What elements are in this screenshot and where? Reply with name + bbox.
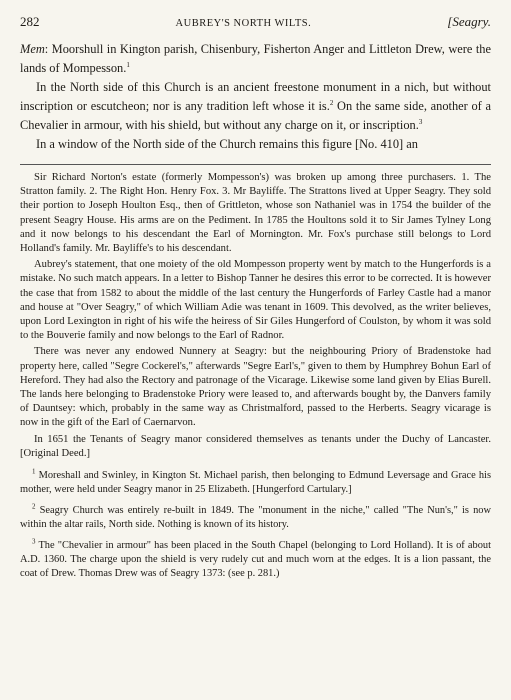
footnote-mark: 1	[32, 467, 36, 476]
footnote-ref: 2	[329, 98, 334, 107]
paragraph-text: In the North side of this Church is an ancient freestone monument in a nich, but without inscription or escutcheon; nor is any tradition left whose it is.	[20, 80, 491, 113]
main-text	[20, 40, 491, 154]
note-paragraph: Aubrey's statement, that one moiety of the old Mompesson property went by match to the Hungerfords is a mistake. No such match appears. In a letter to Bishop Tanner he desires this error to be corrected. It is however the case that from 1582 to about the middle of the last century the Hungerfords of Farley Castle had a manor and house at "Over Seagry," of which William Adie was tenant in 1609. This devolved, as the writer believes, upon Lord Lexington in right of his wife the heiress of Sir Giles Hungerford of Coulston, by whom it was sold to the Bouverie family and now belongs to the Earl of Radnor.	[20, 259, 491, 342]
running-title: AUBREY'S NORTH WILTS.	[175, 18, 312, 29]
footnote-text: Seagry Church was entirely re-built in 1849. The "monument in the niche," called "The Nun's," is now within the altar rails, North side. Nothing is known of its history.	[20, 505, 491, 531]
section-divider	[20, 164, 491, 165]
paragraph-text: : Moorshull in Kington parish, Chisenbury, Fisherton Anger and Littleton Drew, were the lands of Mompesson.	[20, 42, 491, 75]
footnote-mark: 3	[32, 537, 36, 546]
footnote	[20, 504, 491, 532]
note-paragraph: There was never any endowed Nunnery at Seagry: but the neighbouring Priory of Bradenstoke had property here, called "Segre Cockerel's," afterwards "Segre Earl's," given to them by Humphrey Bohun Earl of Hereford. They had also the Rectory and patronage of the Vicarage. Likewise some land given by Elias Burell. The lands here belonging to Bradenstoke Priory were leased to, and afterwards bought by, the Danvers family of Dauntsey: which, probably in the same way as Christmalford, passed to the Herberts. Seagry vicarage is now in the gift of the Earl of Caernarvon.	[20, 346, 491, 429]
section-name: [Seagry.	[447, 14, 491, 29]
footnote-text: Moreshall and Swinley, in Kington St. Michael parish, then belonging to Edmund Leversage and Grace his mother, were held under Seagry manor in 25 Elizabeth. [Hungerford Cartulary.]	[20, 470, 491, 496]
footnotes	[20, 469, 491, 581]
footnote-text: The "Chevalier in armour" has been placed in the South Chapel (belonging to Lord Holland). It is of about A.D. 1360. The charge upon the shield is very rudely cut and much worn at the edges. It is a lion passant, the coat of Drew. Thomas Drew was of Seagry 1373: (see p. 281.)	[20, 540, 491, 580]
footnote-ref: 1	[126, 60, 130, 69]
note-paragraph: Sir Richard Norton's estate (formerly Mompesson's) was broken up among three purchasers. 1. The Stratton family. 2. The Right Hon. Henry Fox. 3. Mr Bayliffe. The Strattons lived at Upper Seagry. They sold their portion to Joseph Houlton Esq., then of Grittleton, whose son Nathaniel was in 1754 the builder of the present Seagry House. His arms are on the Pediment. In 1785 the Houltons sold it to Sir James Tylney Long and it now belongs to his descendant the Earl of Mornington. Mr. Fox's purchase still belongs to Lord Holland's family. Mr. Bayliffe's to his descendant.	[20, 172, 491, 255]
page-number: 282	[20, 14, 40, 29]
main-paragraph	[20, 40, 491, 78]
footnote	[20, 469, 491, 497]
note-paragraph: In 1651 the Tenants of Seagry manor considered themselves as tenants under the Duchy of Lancaster. [Original Deed.]	[20, 433, 491, 459]
memo-label: Mem	[20, 42, 45, 56]
footnote-mark: 2	[32, 502, 36, 511]
main-paragraph	[20, 135, 491, 154]
editor-notes	[20, 171, 491, 461]
main-paragraph	[20, 78, 491, 135]
paragraph-text: In a window of the North side of the Church remains this figure [No. 410] an	[36, 137, 418, 151]
page-header	[20, 14, 491, 30]
paragraph-text: On the same side, another of a Chevalier in armour, with his shield, but without any charge on it, or inscription.	[20, 99, 491, 132]
footnote	[20, 539, 491, 581]
footnote-ref: 3	[418, 117, 423, 126]
